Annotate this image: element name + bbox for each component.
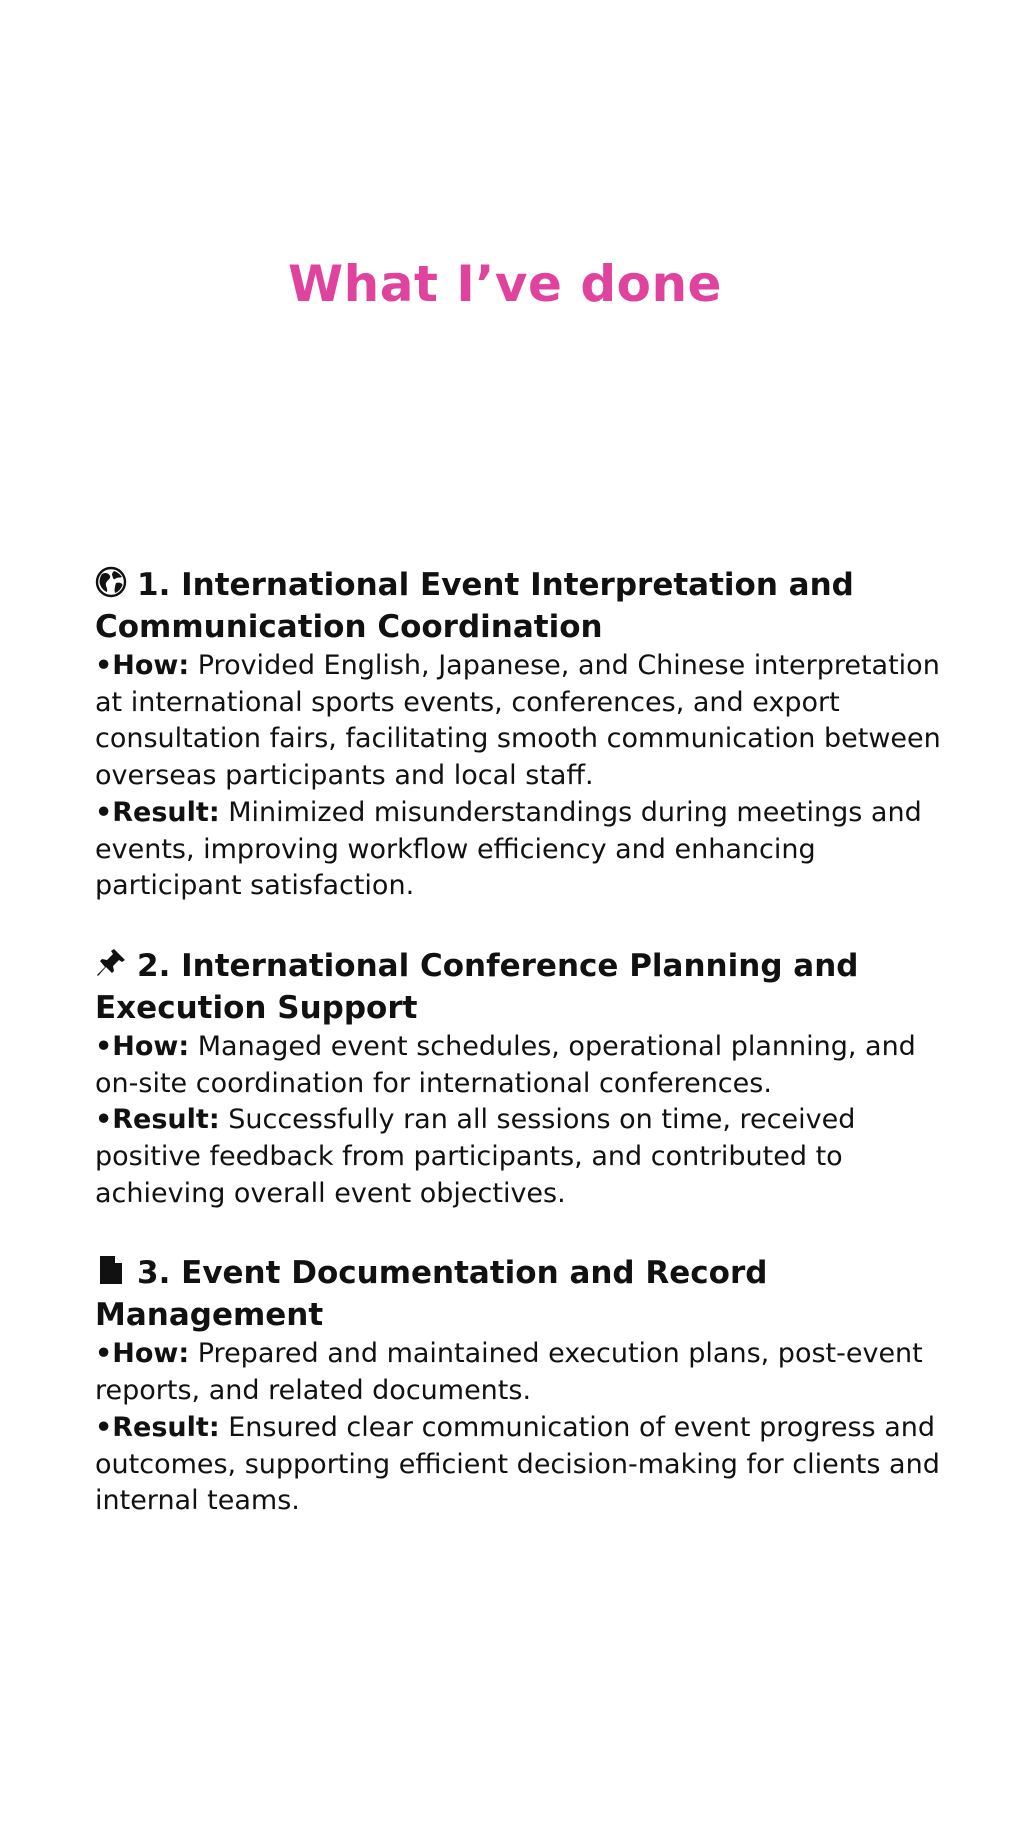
item-heading-text: 3. Event Documentation and Record Management xyxy=(95,1255,768,1334)
list-item xyxy=(95,1252,955,1520)
item-heading xyxy=(95,564,955,648)
item-heading-text: 1. International Event Interpretation and Communication Coordination xyxy=(95,567,854,645)
result-label: •Result: xyxy=(95,796,220,828)
how-paragraph xyxy=(95,648,955,795)
list-item xyxy=(95,564,955,905)
result-paragraph xyxy=(95,1410,955,1520)
how-label: •How: xyxy=(95,1030,190,1062)
how-label: •How: xyxy=(95,650,190,681)
result-text: Successfully ran all sessions on time, received positive feedback from participants, and contributed to achieving overall event objectives. xyxy=(95,1104,856,1209)
result-text: Minimized misunderstandings during meetings and events, improving workflow efficiency and enhancing participant satisfaction. xyxy=(95,796,922,902)
result-paragraph xyxy=(95,795,955,905)
document-icon xyxy=(95,1254,127,1286)
how-text: Prepared and maintained execution plans, post-event reports, and related documents. xyxy=(95,1338,923,1407)
item-heading xyxy=(95,945,955,1029)
how-text: Managed event schedules, operational planning, and on-site coordination for international conferences. xyxy=(95,1030,916,1099)
how-paragraph xyxy=(95,1336,955,1409)
result-paragraph xyxy=(95,1102,955,1212)
globe-asia-icon xyxy=(95,566,127,598)
item-heading xyxy=(95,1252,955,1336)
result-label: •Result: xyxy=(95,1411,220,1443)
experience-list xyxy=(95,564,955,1560)
how-label: •How: xyxy=(95,1338,190,1370)
item-heading-text: 2. International Conference Planning and Execution Support xyxy=(95,947,859,1026)
result-text: Ensured clear communication of event progress and outcomes, supporting efficient decision-making for clients and internal teams. xyxy=(95,1411,940,1517)
list-item xyxy=(95,945,955,1213)
how-text: Provided English, Japanese, and Chinese interpretation at international sports events, conferences, and export consultation fairs, facilitating smooth communication between overseas participants and local staff. xyxy=(95,650,941,792)
pushpin-icon xyxy=(95,947,127,979)
how-paragraph xyxy=(95,1029,955,1102)
result-label: •Result: xyxy=(95,1104,220,1136)
page-title: What I’ve done xyxy=(288,255,722,313)
